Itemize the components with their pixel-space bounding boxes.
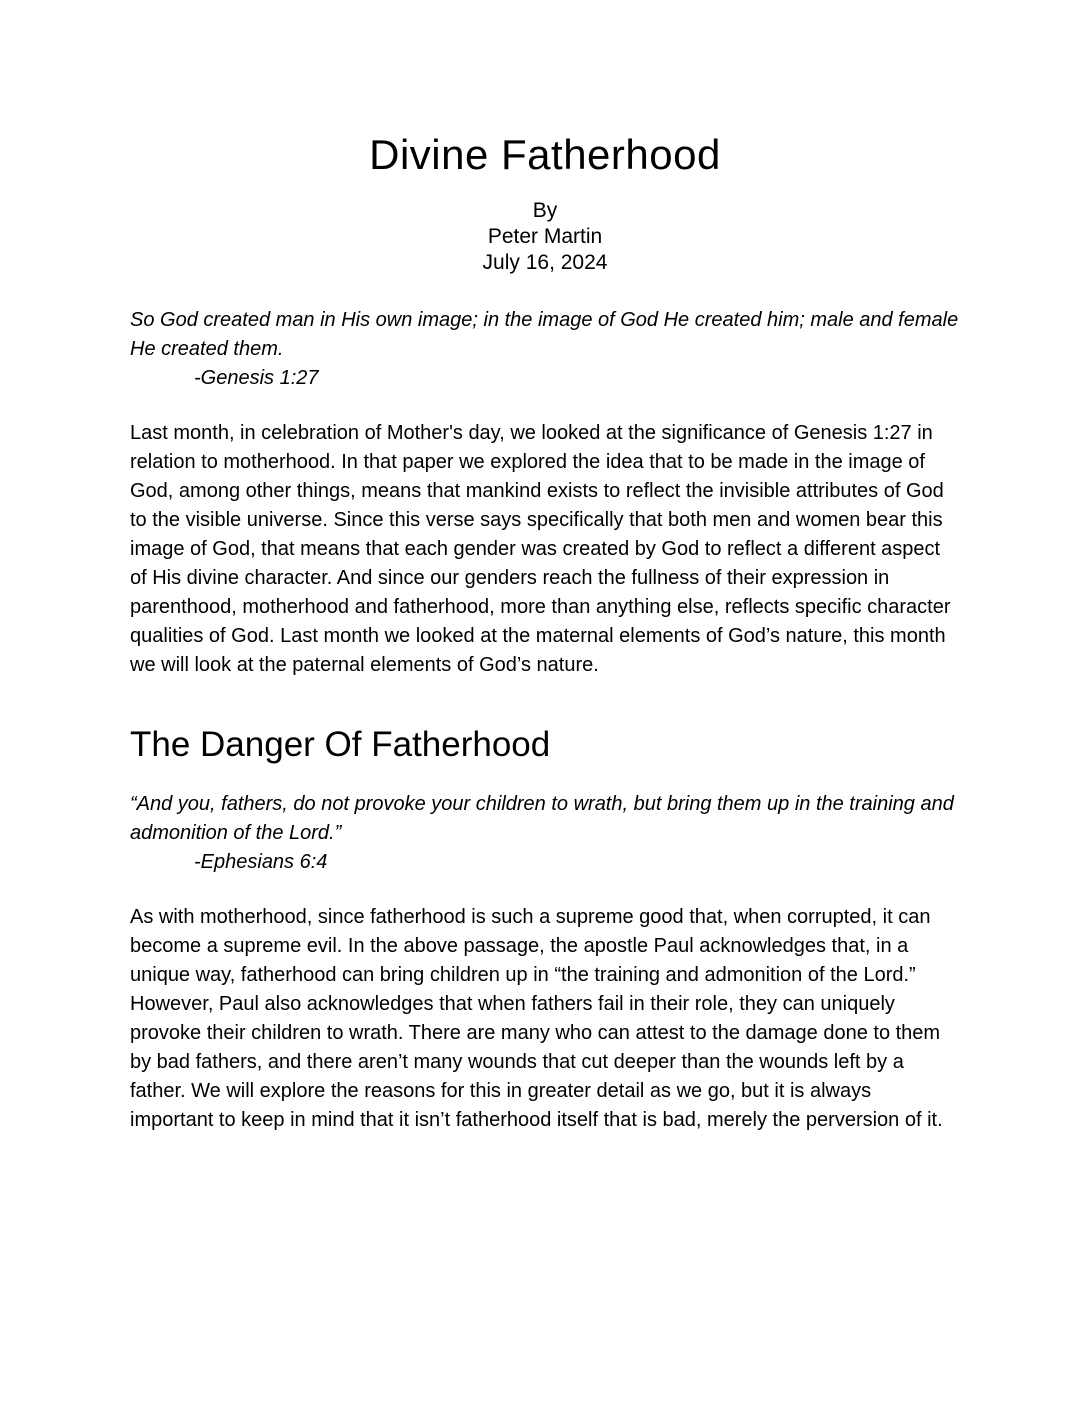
document-title: Divine Fatherhood xyxy=(369,131,721,178)
byline xyxy=(130,198,960,276)
byline-by: By xyxy=(532,199,558,223)
epigraph-ephesians-attribution: -Ephesians 6:4 xyxy=(194,851,328,874)
epigraph-ephesians-text: “And you, fathers, do not provoke your children to wrath, but bring them up in the training and admonition of the Lord.” xyxy=(130,793,954,845)
epigraph-ephesians xyxy=(130,790,960,877)
section-heading-danger-of-fatherhood: The Danger Of Fatherhood xyxy=(130,725,551,765)
paragraph-danger: As with motherhood, since fatherhood is such a supreme good that, when corrupted, it can become a supreme evil. In the above passage, the apostle Paul acknowledges that, in a unique way, fatherhood can bring children up in “the training and admonition of the Lord.” However, Paul also acknowledges that when fathers fail in their role, they can uniquely provoke their children to wrath. There are many who can attest to the damage done to them by bad fathers, and there aren’t many wounds that cut deeper than the wounds left by a father. We will explore the reasons for this in greater detail as we go, but it is always important to keep in mind that it isn’t fatherhood itself that is bad, merely the perversion of it. xyxy=(130,906,943,1132)
paragraph-intro: Last month, in celebration of Mother's day, we looked at the significance of Genesis 1:27 in relation to motherhood. In that paper we explored the idea that to be made in the image of God, among other things, means that mankind exists to reflect the invisible attributes of God to the visible universe. Since this verse says specifically that both men and women bear this image of God, that means that each gender was created by God to reflect a different aspect of His divine character. And since our genders reach the fullness of their expression in parenthood, motherhood and fatherhood, more than anything else, reflects specific character qualities of God. Last month we looked at the maternal elements of God’s nature, this month we will look at the paternal elements of God’s nature. xyxy=(130,422,951,677)
byline-date: July 16, 2024 xyxy=(482,251,608,275)
epigraph-genesis-text: So God created man in His own image; in the image of God He created him; male and female He created them. xyxy=(130,309,959,361)
epigraph-genesis xyxy=(130,306,960,393)
epigraph-genesis-attribution: -Genesis 1:27 xyxy=(194,367,319,390)
byline-author: Peter Martin xyxy=(487,225,603,249)
